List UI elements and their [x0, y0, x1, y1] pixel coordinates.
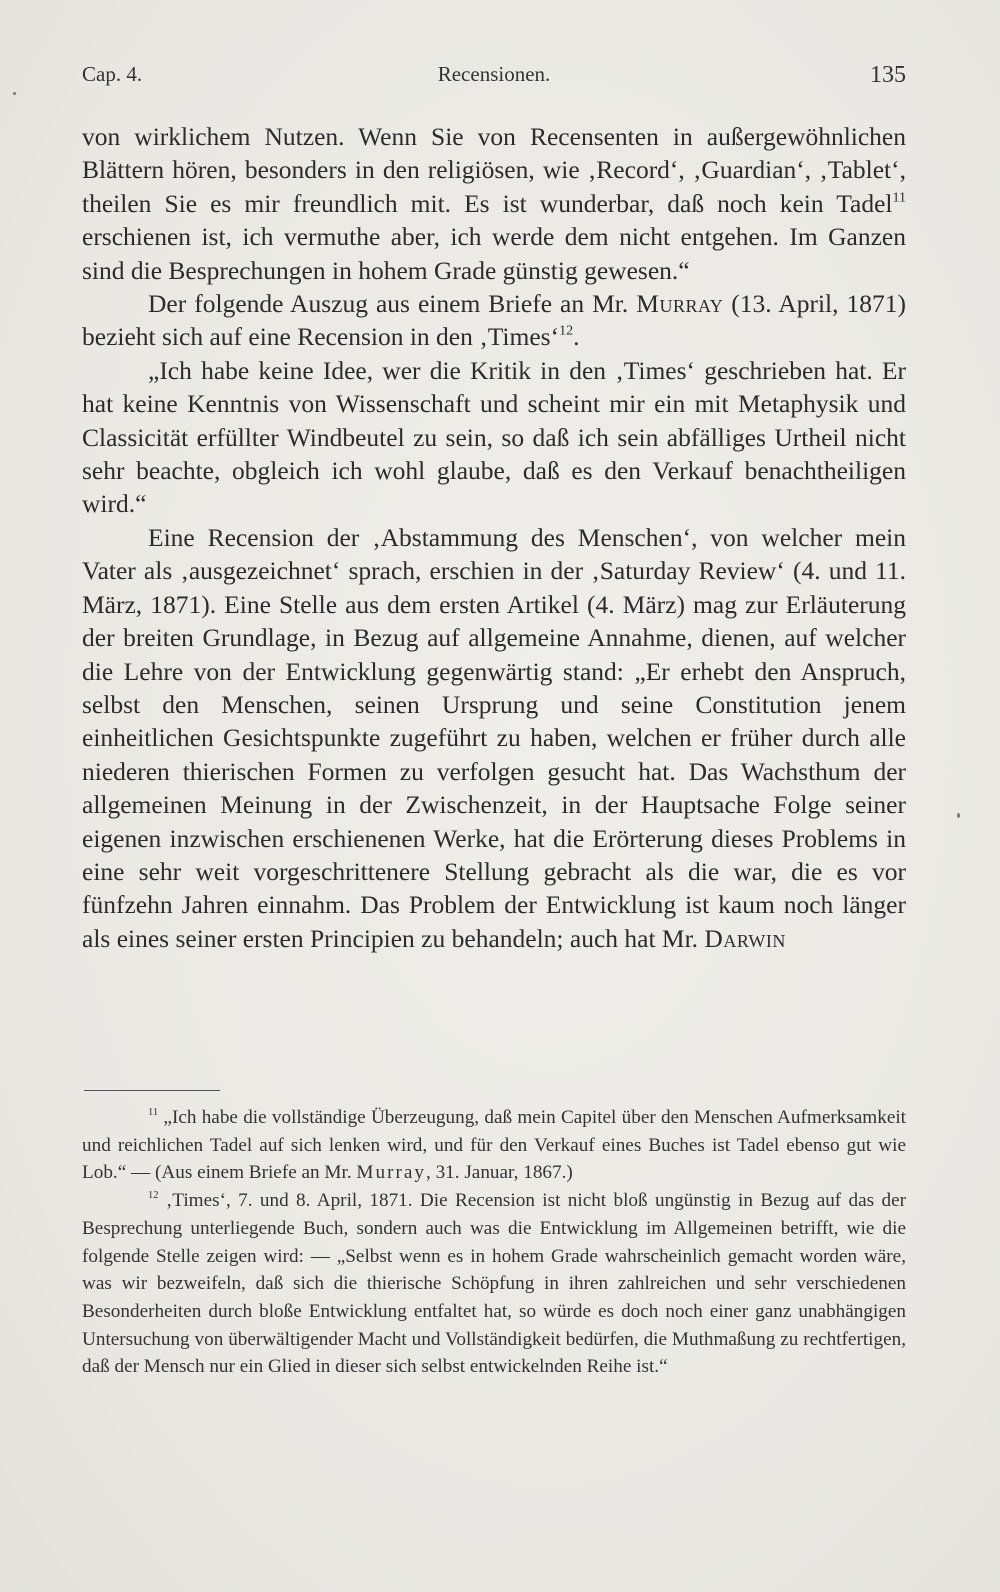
footnote-ref-12: 12 [559, 323, 574, 339]
paragraph-2 [82, 287, 906, 354]
person-name: Murray [636, 289, 724, 319]
paragraph-3: „Ich habe keine Idee, wer die Kritik in den ‚Times‘ geschrieben hat. Er hat keine Kenntnis von Wissenschaft und scheint mir ein mit Metaphysik und Classicität erfüllter Windbeutel zu sein, so daß ich sein abfälliges Urtheil nicht sehr beachte, obgleich ich wohl glaube, daß es den Verkauf benachtheiligen wird.“ [82, 355, 906, 519]
running-header [82, 62, 906, 92]
text-run: ‚Times‘, 7. und 8. April, 1871. Die Recension ist nicht bloß ungünstig in Bezug auf das der Besprechung unterliegende Buch, sondern auch was die Entwicklung im Allgemeinen betrifft, wie die folgende Stelle zeigen wird: — „Selbst wenn es in hohem Grade wahrscheinlich gemacht worden wäre, was wir bezweifeln, daß sich die thierische Schöpfung in ihren zahlreichen und sehr verschiedenen Besonderheiten durch bloße Entwicklung entfaltet hat, so würde es doch noch einer ganz unabhängigen Untersuchung von überwältigender Macht und Vollständigkeit bedürfen, die Muthmaßung zu rechtfertigen, daß der Mensch nur ein Glied in dieser sich selbst entwickelnden Reihe ist.“ [82, 1190, 906, 1378]
page-speck [957, 813, 960, 818]
footnote-12 [82, 1187, 906, 1381]
footnote-ref-11: 11 [892, 190, 906, 206]
footnote-number: 11 [148, 1107, 159, 1119]
text-run: , 31. Januar, 1867.) [425, 1162, 573, 1184]
footnote-rule [84, 1090, 220, 1091]
footnotes [82, 1104, 906, 1381]
footnote-number: 12 [148, 1190, 159, 1202]
text-run: erschienen ist, ich vermuthe aber, ich werde dem nicht entgehen. Im Ganzen sind die Besprechungen in hohem Grade günstig gewesen.“ [82, 222, 906, 285]
paragraph-4 [82, 521, 906, 955]
chapter-label: Cap. 4. [82, 62, 143, 86]
person-name: Darwin [704, 923, 786, 953]
text-run: Eine Recension der ‚Abstammung des Menschen‘, von welcher mein Vater als ‚ausgezeichnet‘ sprach, erschien in der ‚Saturday Review‘ (4. und 11. März, 1871). Eine Stelle aus dem ersten Artikel (4. März) mag zur Erläuterung der breiten Grundlage, in Bezug auf allgemeine Annahme, dienen, auf welcher die Lehre von der Entwicklung gegenwärtig stand: „Er erhebt den Anspruch, selbst den Menschen, seinen Ursprung und seine Constitution jenem einheitlichen Gesichtspunkte zugeführt zu haben, welchen er früher durch alle niederen thierischen Formen zu verfolgen gesucht hat. Das Wachsthum der allgemeinen Meinung in der Zwischenzeit, in der Hauptsache Folge seiner eigenen inzwischen erschienenen Werke, hat die Erörterung dieses Problems in eine sehr weit vorgeschrittenere Stellung gebracht als die war, die es vor fünfzehn Jahren einnahm. Das Problem der Entwicklung ist kaum noch länger als eines seiner ersten Principien zu behandeln; auch hat Mr. [82, 522, 906, 953]
text-run: . [573, 322, 580, 352]
page-number: 135 [870, 62, 906, 88]
paragraph-1 [82, 120, 906, 287]
person-name: Murray [356, 1162, 426, 1184]
main-text [82, 120, 906, 955]
footnote-11 [82, 1104, 906, 1187]
text-run: (13. April, 1871) bezieht sich auf eine Recension in den ‚Times‘ [82, 289, 906, 352]
text-run: Der folgende Auszug aus einem Briefe an Mr. [148, 289, 637, 319]
page-speck [13, 92, 16, 95]
text-run: von wirklichem Nutzen. Wenn Sie von Recensenten in außergewöhnlichen Blättern hören, besonders in den religiösen, wie ‚Record‘, ‚Guardian‘, ‚Tablet‘, theilen Sie es mir freundlich mit. Es ist wunderbar, daß noch kein Tadel [82, 122, 906, 218]
text-run: „Ich habe die vollständige Überzeugung, daß mein Capitel über den Menschen Aufmerksamkeit und reichlichen Tadel auf sich lenken wird, und für den Verkauf eines Buches ist Tadel ebenso gut wie Lob.“ — (Aus einem Briefe an Mr. [82, 1107, 906, 1184]
section-title: Recensionen. [437, 62, 551, 86]
